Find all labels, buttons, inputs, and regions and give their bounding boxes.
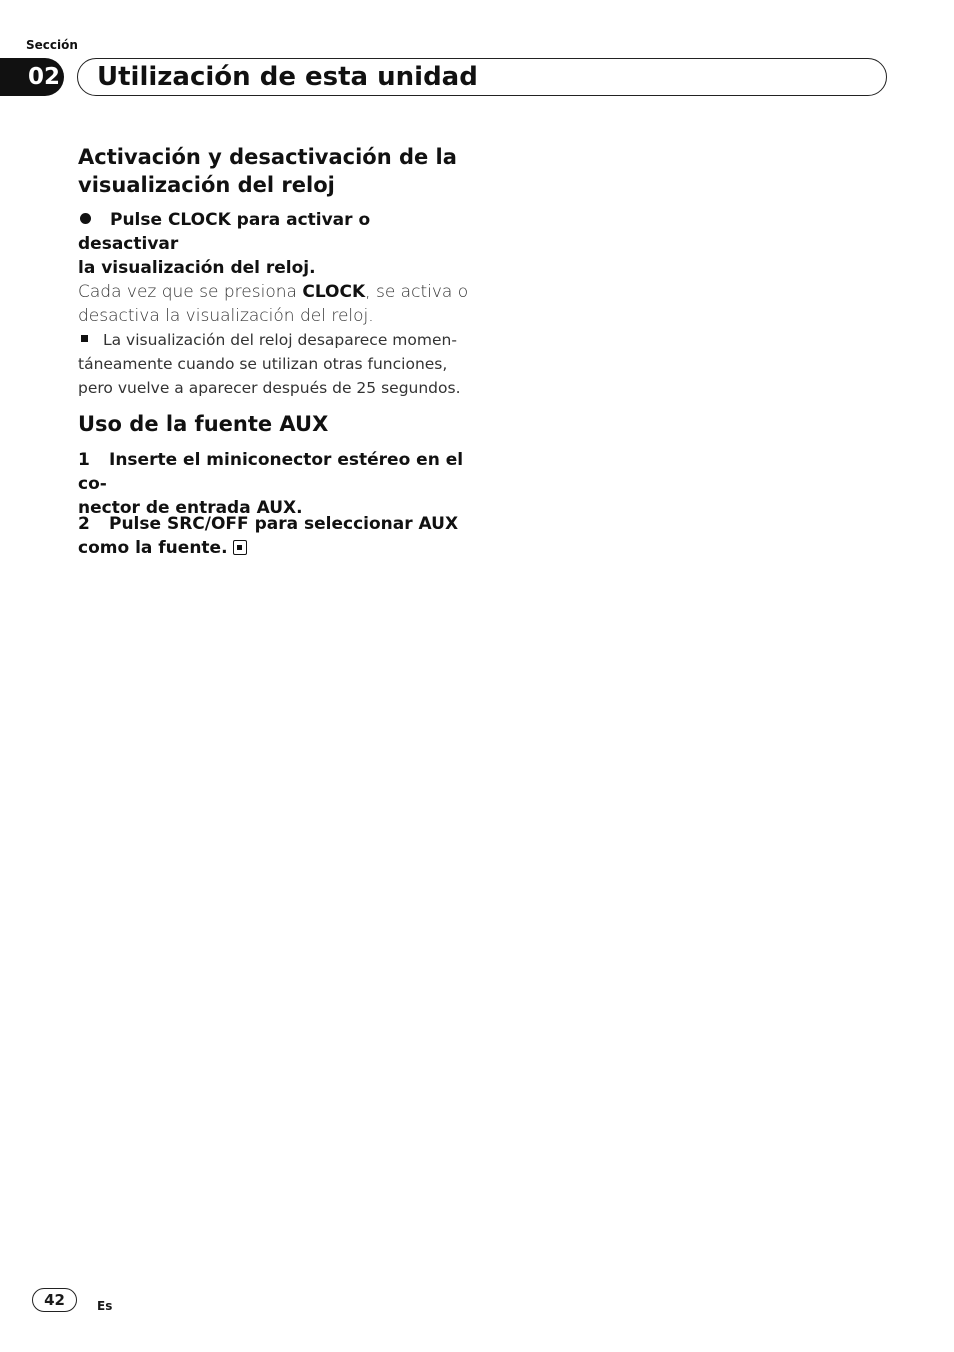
section-title-bar — [77, 58, 887, 96]
clock-heading-line2: visualización del reloj — [78, 173, 335, 197]
step1-line1: Inserte el miniconector estéreo en el co- — [78, 450, 464, 494]
page-number: 42 — [32, 1288, 77, 1312]
clock-key-name: CLOCK — [302, 282, 366, 302]
clock-note-line3: pero vuelve a aparecer después de 25 segundos. — [78, 379, 461, 397]
note-text: La visualización del reloj desaparece momen- — [103, 331, 457, 349]
clock-heading-line1: Activación y desactivación de la — [78, 145, 457, 169]
desc-text: Cada vez que se presiona — [78, 282, 303, 302]
clock-instruction-line1: Pulse CLOCK para activar o desactivar — [78, 210, 371, 254]
clock-heading — [78, 143, 478, 199]
clock-description-line1 — [78, 280, 473, 304]
bullet-icon — [80, 213, 91, 224]
aux-step-1 — [78, 448, 473, 520]
section-number-tab: 02 — [0, 58, 64, 96]
section-label: Sección — [26, 38, 78, 52]
end-of-section-icon — [233, 540, 247, 555]
clock-description-line2: desactiva la visualización del reloj. — [78, 306, 374, 326]
desc-text-after: , se activa o — [365, 282, 469, 302]
language-code: Es — [97, 1299, 113, 1313]
page-title: Utilización de esta unidad — [97, 62, 478, 92]
clock-note-line1 — [78, 328, 473, 352]
clock-instruction — [78, 208, 473, 400]
step2-line2: como la fuente. — [78, 538, 228, 558]
clock-note-line2: táneamente cuando se utilizan otras funciones, — [78, 355, 448, 373]
note-square-icon — [81, 335, 88, 342]
step1-line2: nector de entrada AUX. — [78, 498, 303, 518]
step2-line1: Pulse SRC/OFF para seleccionar AUX — [109, 514, 459, 534]
clock-instruction-line2: la visualización del reloj. — [78, 258, 316, 278]
step-number: 1 — [78, 450, 90, 470]
aux-step-2 — [78, 512, 473, 560]
step-number: 2 — [78, 514, 90, 534]
aux-heading: Uso de la fuente AUX — [78, 412, 329, 436]
